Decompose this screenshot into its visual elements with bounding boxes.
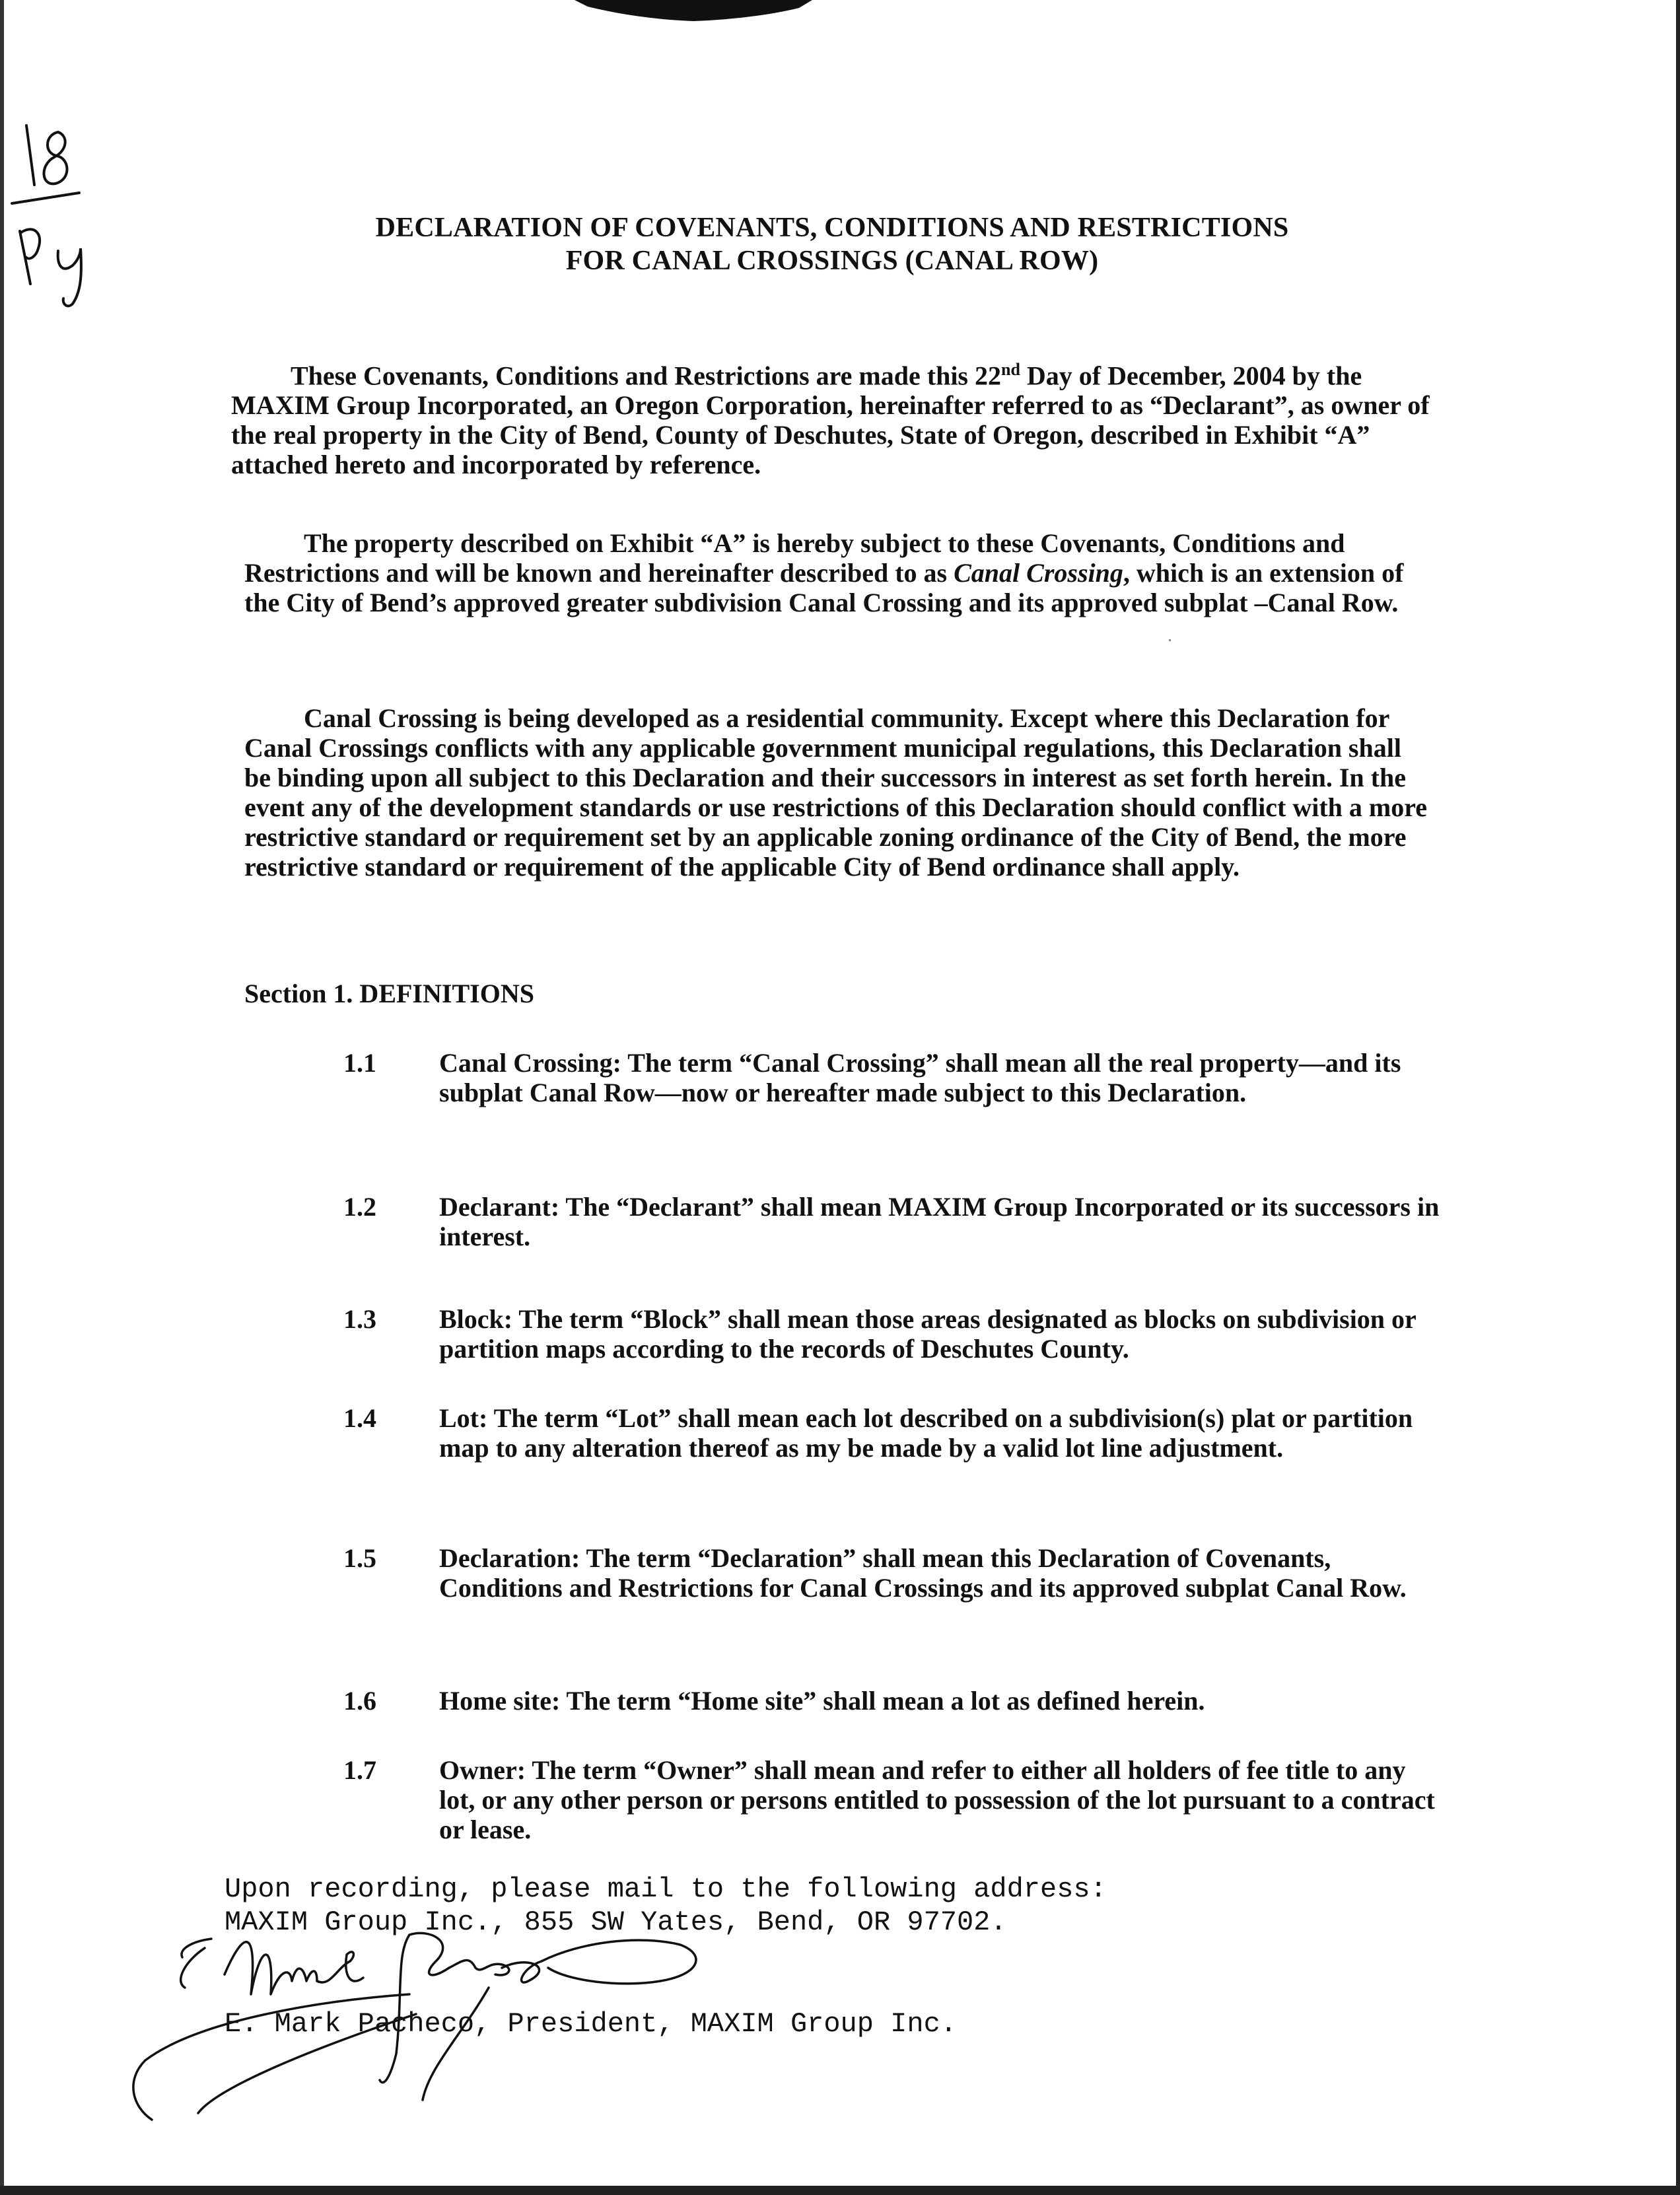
definition-number: 1.3	[343, 1304, 376, 1334]
mailing-line-1: Upon recording, please mail to the following address:	[225, 1873, 1107, 1905]
definition-text: Owner: The term “Owner” shall mean and refer to either all holders of fee title to any lot, or any other person or persons entitled to possession of the lot pursuant to a contract or lease.	[439, 1755, 1435, 1844]
scan-smudge	[575, 0, 812, 22]
canal-crossing-italic: Canal Crossing	[954, 558, 1123, 588]
scan-edge-right	[1676, 0, 1680, 2195]
definition-number: 1.5	[343, 1543, 376, 1573]
scan-edge-bottom	[0, 2186, 1680, 2195]
property-text-start: The property described on Exhibit “A” is hereby subject to these Covenants, Conditions and Restrictions and will be known and hereinafter described to as	[244, 528, 1345, 588]
scan-edge-left	[0, 0, 4, 2195]
property-paragraph	[244, 528, 1433, 617]
definition-number: 1.2	[343, 1192, 376, 1222]
definition-text: Declarant: The “Declarant” shall mean MAXIM Group Incorporated or its successors in interest.	[439, 1192, 1440, 1251]
handwritten-page-note	[7, 119, 139, 310]
mailing-line-2: MAXIM Group Inc., 855 SW Yates, Bend, OR 97702.	[225, 1906, 1007, 1938]
definition-number: 1.6	[343, 1686, 376, 1716]
definition-text: Home site: The term “Home site” shall mean a lot as defined herein.	[439, 1686, 1205, 1716]
handwritten-signature	[119, 1915, 753, 2126]
definition-text: Canal Crossing: The term “Canal Crossing” shall mean all the real property—and its subplat Canal Row—now or hereafter made subject to this Declaration.	[439, 1048, 1401, 1107]
definition-number: 1.4	[343, 1403, 376, 1433]
definition-text: Lot: The term “Lot” shall mean each lot described on a subdivision(s) plat or partition map to any alteration thereof as my be made by a valid lot line adjustment.	[439, 1403, 1413, 1463]
definition-text: Declaration: The term “Declaration” shall mean this Declaration of Covenants, Conditions and Restrictions for Canal Crossings and its approved subplat Canal Row.	[439, 1543, 1407, 1603]
ordinal-suffix: nd	[1001, 360, 1020, 379]
intro-text-end: Day of December, 2004 by the MAXIM Group Incorporated, an Oregon Corporation, hereinafter referred to as “Declarant”, as owner of the real property in the City of Bend, County of Deschutes, State of Oregon, described in Exhibit “A” attached hereto and incorporated by reference.	[231, 361, 1430, 480]
definition-number: 1.7	[343, 1755, 376, 1785]
signer-name: E. Mark Pacheco, President, MAXIM Group Inc.	[225, 2008, 957, 2040]
intro-text-start: These Covenants, Conditions and Restrictions are made this 22	[291, 361, 1001, 391]
title-line-1: DECLARATION OF COVENANTS, CONDITIONS AND RESTRICTIONS	[375, 213, 1289, 243]
title-line-2: FOR CANAL CROSSINGS (CANAL ROW)	[565, 246, 1099, 276]
intro-paragraph	[231, 355, 1440, 479]
definition-number: 1.1	[343, 1048, 376, 1078]
property-text-end: , which is an extension of the City of Bend’s approved greater subdivision Canal Crossing and its approved subplat –Canal Row.	[244, 558, 1404, 617]
document-title	[198, 211, 1466, 277]
scan-speck	[1169, 639, 1171, 641]
development-paragraph: Canal Crossing is being developed as a residential community. Except where this Declaration for Canal Crossings conflicts with any applicable government municipal regulations, this Declaration shall be binding upon all subject to this Declaration and their successors in interest as set forth herein. In the event any of the development standards or use restrictions of this Declaration should conflict with a more restrictive standard or requirement set by an applicable zoning ordinance of the City of Bend, the more restrictive standard or requirement of the applicable City of Bend ordinance shall apply.	[244, 703, 1428, 882]
definition-text: Block: The term “Block” shall mean those areas designated as blocks on subdivision or partition maps according to the records of Deschutes County.	[439, 1304, 1417, 1364]
section-heading: Section 1. DEFINITIONS	[244, 979, 534, 1008]
